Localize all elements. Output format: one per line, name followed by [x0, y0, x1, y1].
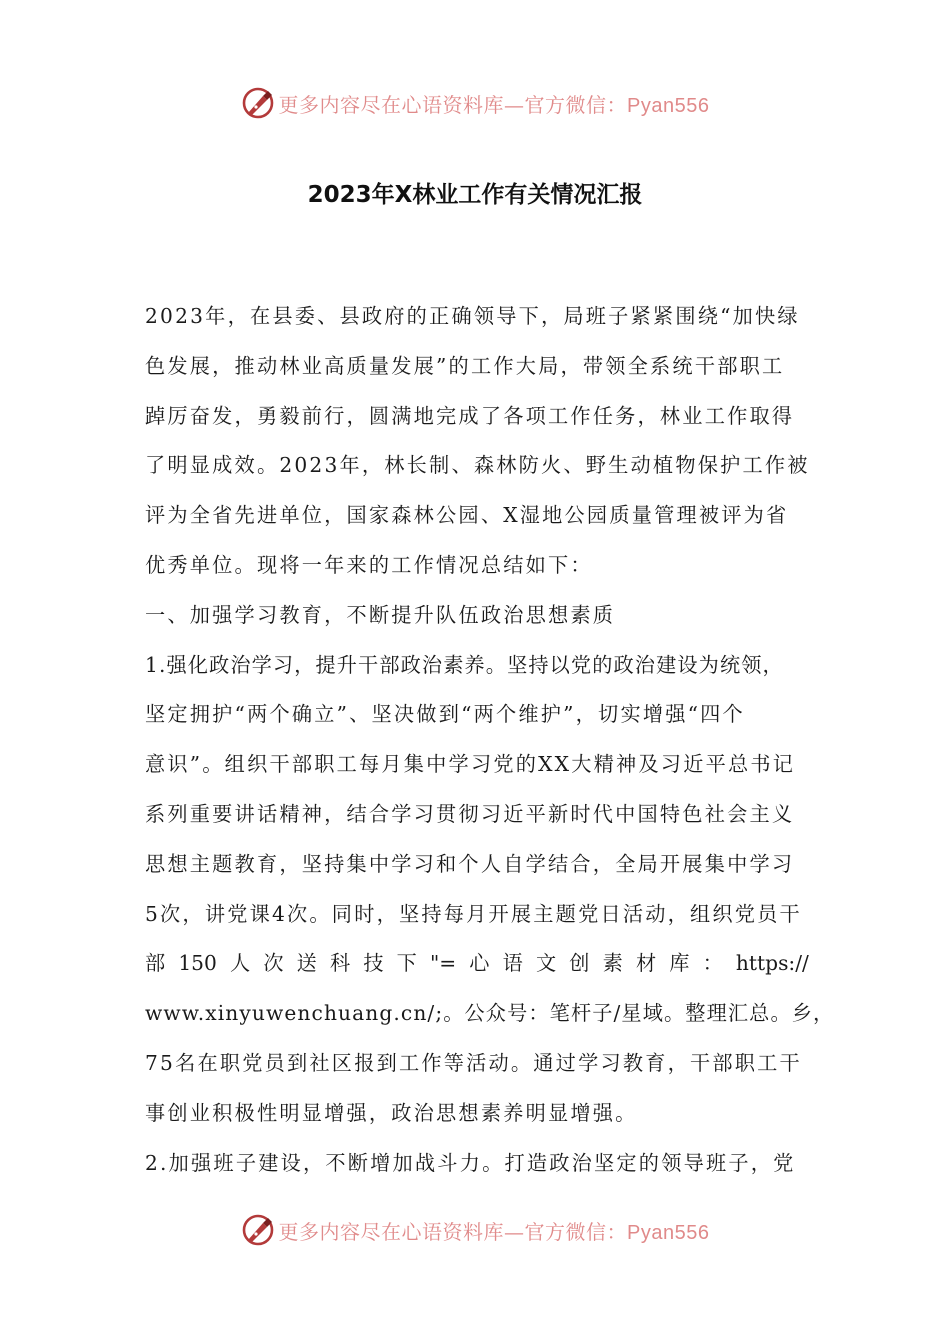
body-line-token: 创 [569, 951, 590, 976]
body-line: 5次，讲党课4次。同时，坚持每月开展主题党日活动，组织党员干 [145, 901, 802, 926]
body-line-token: 下 [396, 951, 417, 976]
body-line: 75名在职党员到社区报到工作等活动。通过学习教育，干部职工干 [145, 1050, 802, 1075]
body-line-token: 心 [469, 951, 490, 976]
body-line-token: 科 [329, 951, 351, 976]
section-heading: 一、加强学习教育，不断提升队伍政治思想素质 [145, 602, 616, 627]
body-line-token: 语 [502, 951, 523, 976]
body-line-token: 技 [363, 951, 384, 976]
watermark-banner-top [0, 83, 950, 123]
body-line-token: 素 [602, 951, 623, 976]
document-title: 2023年X林业工作有关情况汇报 [307, 182, 643, 208]
body-line-token: 材 [635, 951, 657, 976]
body-line: 系列重要讲话精神，结合学习贯彻习近平新时代中国特色社会主义 [145, 801, 795, 826]
watermark-banner-bottom [0, 1210, 950, 1250]
body-line: 评为全省先进单位，国家森林公园、X湿地公园质量管理被评为省 [145, 503, 789, 528]
body-line: 了明显成效。2023年，林长制、森林防火、野生动植物保护工作被 [145, 453, 810, 478]
pen-nib-logo-icon [241, 1213, 275, 1247]
document-body [145, 298, 835, 1194]
body-line: 踔厉奋发，勇毅前行，圆满地完成了各项工作任务，林业工作取得 [145, 403, 795, 428]
watermark-id: Pyan556 [627, 1221, 710, 1244]
body-line-token: 150 [178, 951, 217, 976]
pen-nib-logo-icon [241, 86, 275, 120]
body-line-token: 送 [296, 951, 317, 976]
body-line: 2.加强班子建设，不断增加战斗力。打造政治坚定的领导班子，党 [145, 1150, 796, 1175]
watermark-text-main: 更多内容尽在心语资料库—官方微信： [278, 1219, 628, 1244]
body-line: 事创业积极性明显增强，政治思想素养明显增强。 [145, 1100, 638, 1125]
body-line: www.xinyuwenchuang.cn/;。公众号：笔杆子/星域。整理汇总。乡， [145, 1001, 835, 1026]
body-line-token: "= [429, 951, 457, 976]
watermark-text [279, 1216, 710, 1245]
body-line-token: 人 [230, 951, 251, 976]
body-line: 意识”。组织干部职工每月集中学习党的XX大精神及习近平总书记 [145, 752, 796, 777]
body-line: 优秀单位。现将一年来的工作情况总结如下： [145, 552, 593, 577]
body-line-token: ： [702, 951, 723, 976]
body-line-justified [145, 945, 809, 995]
body-line: 思想主题教育，坚持集中学习和个人自学结合，全局开展集中学习 [145, 851, 795, 876]
watermark-text [279, 89, 710, 118]
body-line: 1.强化政治学习，提升干部政治素养。坚持以党的政治建设为统领， [145, 652, 784, 677]
body-line-token: 文 [535, 951, 557, 976]
body-line: 坚定拥护“两个确立”、坚决做到“两个维护”，切实增强“四个 [145, 702, 745, 727]
body-line-token: 次 [263, 951, 284, 976]
body-line-token: 部 [145, 951, 166, 976]
body-line: 2023年，在县委、县政府的正确领导下，局班子紧紧围绕“加快绿 [145, 304, 800, 328]
body-line: 色发展，推动林业高质量发展”的工作大局，带领全系统干部职工 [145, 353, 785, 378]
body-line-token: 库 [669, 951, 690, 976]
watermark-id: Pyan556 [627, 94, 710, 117]
body-line-token: https:// [735, 951, 809, 976]
watermark-text-main: 更多内容尽在心语资料库—官方微信： [278, 92, 628, 117]
